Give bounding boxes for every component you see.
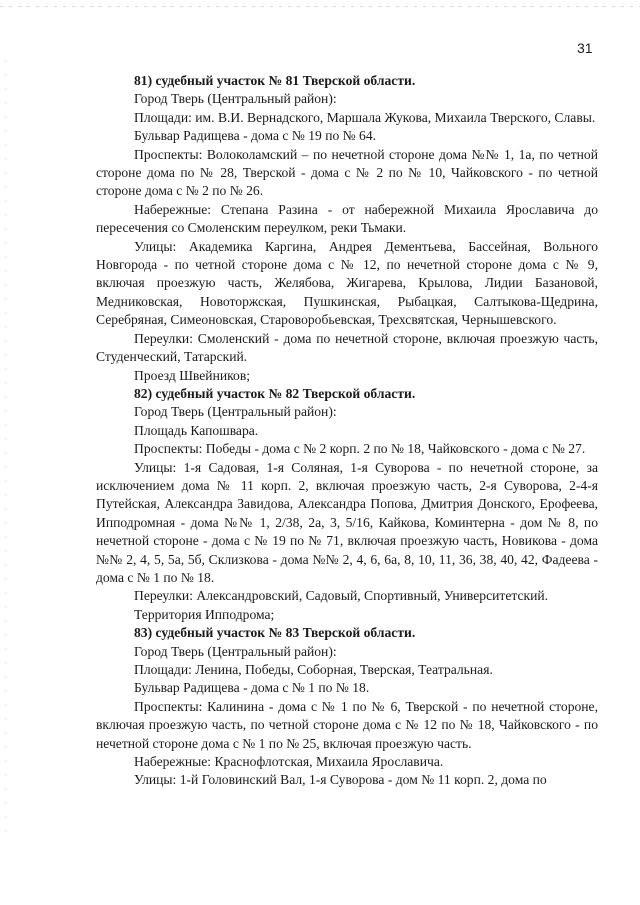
section-heading: 82) судебный участок № 82 Тверской области.: [134, 385, 416, 401]
page-number: 31: [577, 40, 593, 56]
paragraph: Улицы: 1-я Садовая, 1-я Соляная, 1-я Суворова - по нечетной стороне, за исключением дома № 11 корп. 2, включая проезжую часть, 2-я Суворова, 2-4-я Путейская, Александра Завидова, Александра Попова, Дмитрия Донского, Ерофеева, Ипподромная - дома №№ 1, 2/38, 2а, 3, 5/16, Кайкова, Коминтерна - дом № 8, по нечетной стороне - дома с № 19 по № 71, включая проезжую часть, Новикова - дома №№ 2, 4, 5, 5а, 5б, Склизкова - дома №№ 2, 4, 6, 6а, 8, 10, 11, 36, 38, 40, 42, Фадеева - дома с № 1 по № 18.: [96, 459, 598, 585]
paragraph: Город Тверь (Центральный район):: [134, 91, 337, 107]
paragraph: Проспекты: Победы - дома с № 2 корп. 2 по № 18, Чайковского - дома с № 27.: [134, 441, 586, 457]
paragraph: Набережные: Степана Разина - от набережной Михаила Ярославича до пересечения со Смоленским переулком, реки Тьмаки.: [96, 201, 598, 236]
paragraph: Улицы: 1-й Головинский Вал, 1-я Суворова - дом № 11 корп. 2, дома по: [134, 772, 547, 788]
document-body: [96, 72, 598, 790]
paragraph: Бульвар Радищева - дома с № 1 по № 18.: [134, 680, 370, 696]
scan-edge-left: [5, 60, 6, 840]
paragraph: Площадь Капошвара.: [134, 422, 259, 438]
section-heading: 83) судебный участок № 83 Тверской области.: [134, 625, 416, 641]
paragraph: Проспекты: Калинина - дома с № 1 по № 6, Тверской - по нечетной стороне, включая проезжую часть, по четной стороне дома с № 12 по № 18, Чайковского - по нечетной стороне дома с № 1 по № 25, включая проезжую часть.: [96, 698, 598, 751]
paragraph: Переулки: Смоленский - дома по нечетной стороне, включая проезжую часть, Студенческий, Татарский.: [96, 330, 598, 365]
paragraph: Улицы: Академика Каргина, Андрея Дементьева, Бассейная, Вольного Новгорода - по четной стороне дома с № 12, по нечетной стороне дома с № 9, включая проезжую часть, Желябова, Жигарева, Крылова, Лидии Базановой, Медниковская, Новоторжская, Пушкинская, Рыбацкая, Салтыкова-Щедрина, Серебряная, Симеоновская, Староворобьевская, Трехсвятская, Чернышевского.: [96, 238, 598, 328]
paragraph: Проспекты: Волоколамский – по нечетной стороне дома №№ 1, 1а, по четной стороне дома по № 28, Тверской - дома с № 2 по № 10, Чайковского - по четной стороне дома с № 2 по № 26.: [96, 146, 598, 199]
paragraph: Бульвар Радищева - дома с № 19 по № 64.: [134, 128, 377, 144]
paragraph: Город Тверь (Центральный район):: [134, 643, 337, 659]
paragraph: Набережные: Краснофлотская, Михаила Ярославича.: [134, 754, 444, 770]
paragraph: Проезд Швейников;: [134, 367, 251, 383]
section-heading: 81) судебный участок № 81 Тверской области.: [134, 73, 416, 88]
scan-edge-top: [0, 6, 640, 7]
paragraph: Переулки: Александровский, Садовый, Спортивный, Университетский.: [134, 588, 549, 604]
paragraph: Город Тверь (Центральный район):: [134, 404, 337, 420]
paragraph: Площади: им. В.И. Вернадского, Маршала Жукова, Михаила Тверского, Славы.: [134, 109, 596, 125]
paragraph: Территория Ипподрома;: [134, 606, 275, 622]
paragraph: Площади: Ленина, Победы, Соборная, Тверская, Театральная.: [134, 662, 493, 677]
